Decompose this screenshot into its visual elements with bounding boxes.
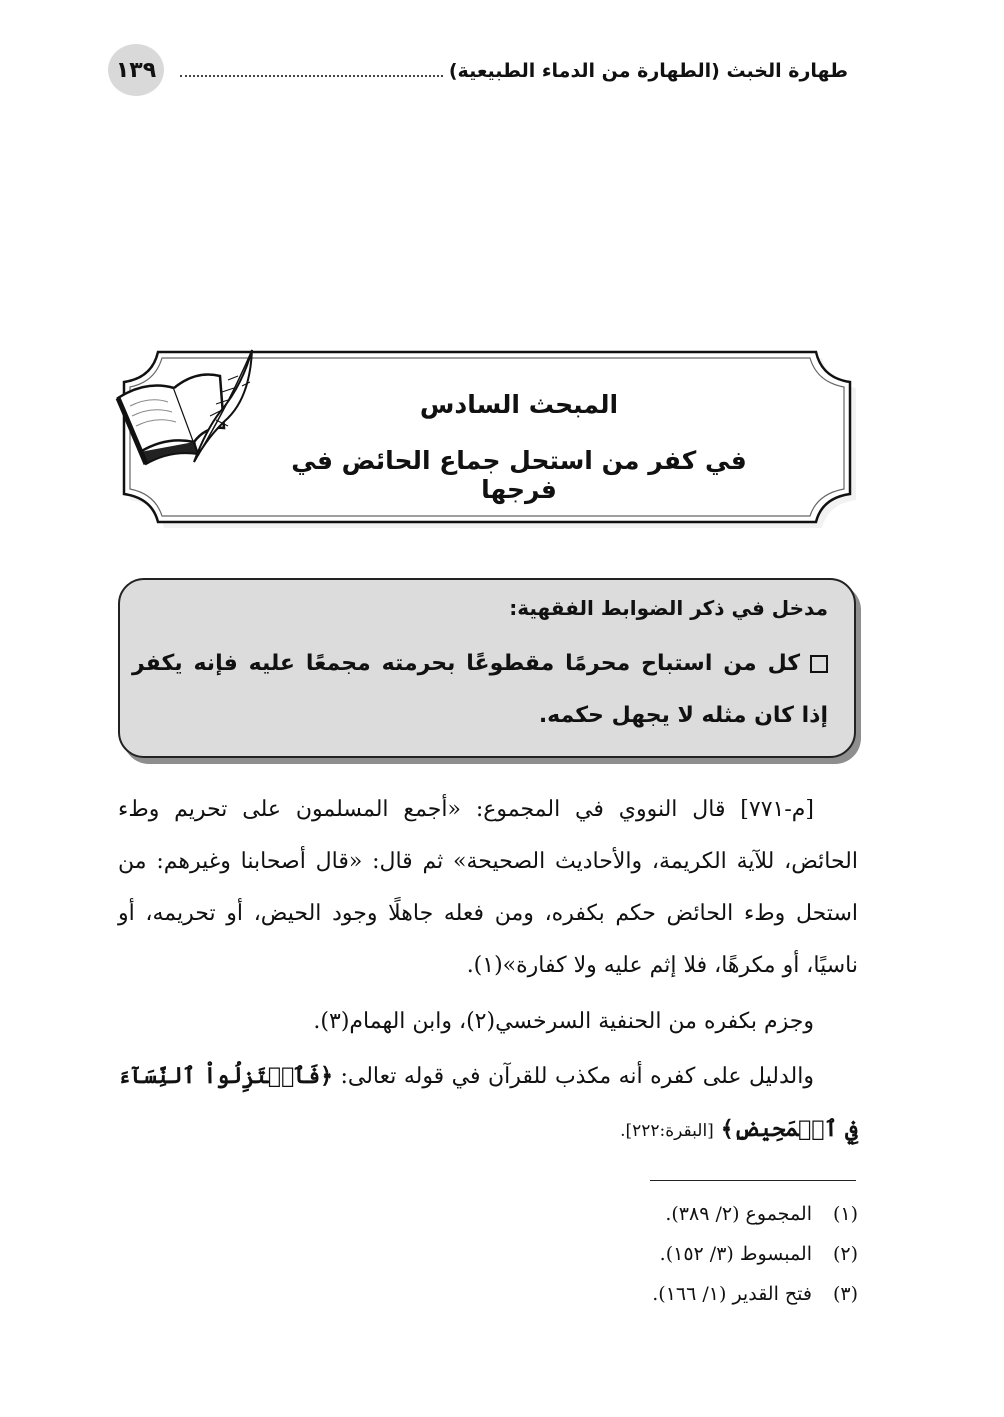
footnote-item [652, 1274, 858, 1314]
principle-text: كل من استباح محرمًا مقطوعًا بحرمته مجمعًا عليه فإنه يكفر إذا كان مثله لا يجهل حكمه. [132, 651, 828, 728]
body-paragraph-1-text: [م-٧٧١] قال النووي في المجموع: «أجمع المسلمون على تحريم وطء الحائض، للآية الكريمة، والأحاديث الصحيحة» ثم قال: «قال أصحابنا وغيرهم: من استحل وطء الحائض حكم بكفره، ومن فعله جاهلًا وجود الحيض، أو تحريمه، أو ناسيًا، أو مكرهًا، فلا إثم عليه ولا كفارة»(١). [118, 797, 858, 978]
footnote-number: (٢) [832, 1243, 858, 1265]
body-paragraph-1 [118, 784, 858, 992]
body-paragraph-2 [118, 996, 858, 1048]
footnote-text: المجموع (٢/ ٣٨٩). [665, 1203, 812, 1225]
footnote-item [652, 1234, 858, 1274]
footnote-number: (١) [832, 1203, 858, 1225]
principle-text-block [132, 638, 828, 742]
header-leader-dots [180, 75, 443, 77]
footnote-text: فتح القدير (١/ ١٦٦). [652, 1283, 812, 1305]
running-title: طهارة الخبث (الطهارة من الدماء الطبيعية) [448, 60, 848, 82]
book-quill-icon [110, 346, 260, 476]
footnote-text: المبسوط (٣/ ١٥٢). [659, 1243, 812, 1265]
principle-box [118, 578, 856, 758]
evidence-intro: والدليل على كفره أنه مكذب للقرآن في قوله تعالى: [340, 1064, 814, 1089]
section-subtitle: في كفر من استحل جماع الحائض في فرجها [291, 446, 747, 504]
footnote-separator [650, 1180, 856, 1181]
body-paragraph-2-text: وجزم بكفره من الحنفية السرخسي(٢)، وابن الهمام(٣). [313, 1009, 814, 1034]
section-heading: المبحث السادس [419, 390, 619, 419]
page-number: ١٣٩ [108, 44, 164, 96]
body-paragraph-3 [118, 1050, 858, 1157]
footnote-item [652, 1194, 858, 1234]
footnote-number: (٣) [832, 1283, 858, 1305]
verse-reference: [البقرة:٢٢٢]. [620, 1121, 714, 1141]
running-header [174, 56, 848, 86]
section-title-frame [110, 346, 868, 530]
quran-verse: ﴿فَٱعۡتَزِلُواْ ٱلنِّسَآءَ فِي ٱلۡمَحِيضِ﴾ [118, 1063, 858, 1142]
principle-box-title: مدخل في ذكر الضوابط الفقهية: [509, 596, 828, 620]
checkbox-icon [810, 655, 828, 673]
footnotes [652, 1194, 858, 1314]
